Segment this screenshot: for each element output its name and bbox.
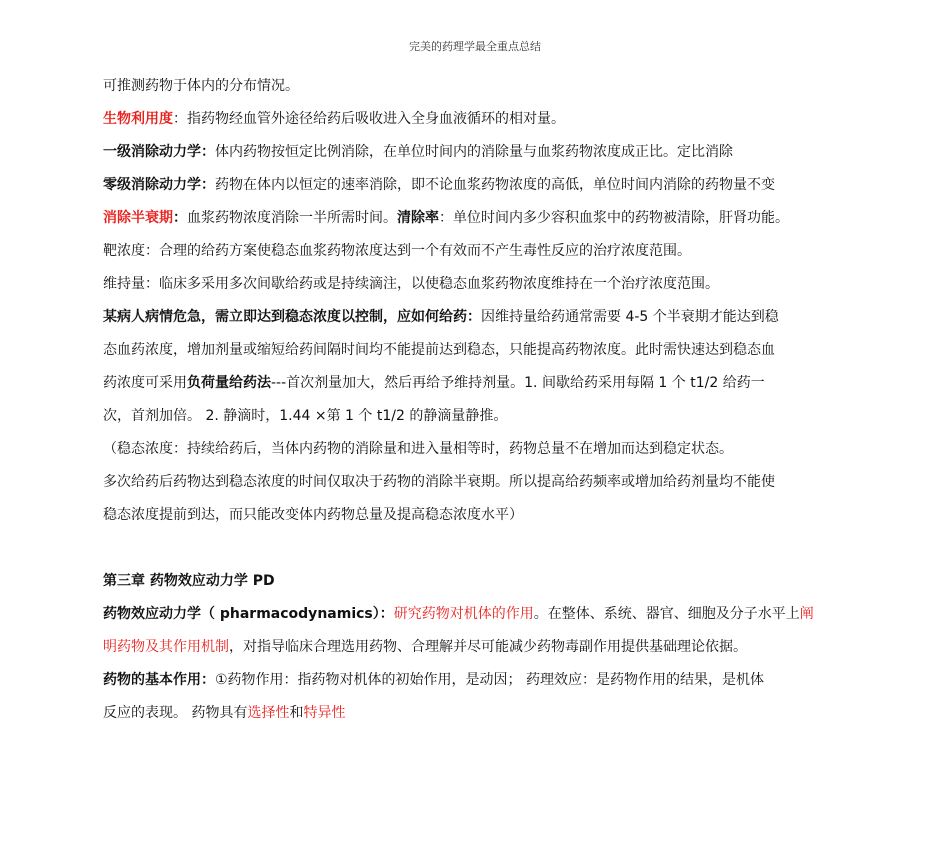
- chapter-heading: 第三章 药物效应动力学 PD: [103, 573, 275, 589]
- basic-action-definition: 药物的基本作用：①药物作用：指药物对机体的初始作用，是动因； 药理效应：是药物作用的结果，是机体: [103, 672, 764, 688]
- term-basic-action: 药物的基本作用：: [103, 672, 215, 688]
- term-bioavailability: 生物利用度: [103, 111, 173, 127]
- term-loading-dose: 负荷量给药法: [187, 375, 271, 391]
- paragraph-line: 反应的表现。 药物具有选择性和特异性: [103, 705, 346, 721]
- paragraph-line: 态血药浓度，增加剂量或缩短给药间隔时间均不能提前达到稳态，只能提高药物浓度。此时需快速达到稳态血: [103, 342, 775, 358]
- paragraph-line: 明药物及其作用机制，对指导临床合理选用药物、合理解并尽可能减少药物毒副作用提供基础理论依据。: [103, 639, 747, 655]
- term-half-life: 消除半衰期: [103, 210, 173, 226]
- term-pharmacodynamics: 药物效应动力学（ pharmacodynamics）：: [103, 606, 394, 622]
- term-clearance: 清除率: [397, 210, 439, 226]
- term-specificity: 特异性: [303, 705, 346, 721]
- zero-order-definition: 零级消除动力学：药物在体内以恒定的速率消除，即不论血浆药物浓度的高低，单位时间内消除的药物量不变: [103, 177, 775, 193]
- paragraph-line: 稳态浓度提前到达，而只能改变体内药物总量及提高稳态浓度水平）: [103, 507, 523, 523]
- steady-state-note: （稳态浓度：持续给药后，当体内药物的消除量和进入量相等时，药物总量不在增加而达到稳定状态。: [103, 441, 733, 457]
- term-selectivity: 选择性: [247, 705, 290, 721]
- paragraph-line: 药浓度可采用负荷量给药法---首次剂量加大，然后再给予维持剂量。1. 间歇给药采用每隔 1 个 t1/2 给药一: [103, 375, 765, 391]
- paragraph-line: 次，首剂加倍。 2. 静滴时，1.44 ×第 1 个 t1/2 的静滴量静推。: [103, 408, 508, 424]
- pharmacodynamics-definition: 药物效应动力学（ pharmacodynamics）：研究药物对机体的作用。在整体、系统、器官、细胞及分子水平上阐: [103, 606, 814, 622]
- document-body: [103, 70, 863, 730]
- maintenance-dose-definition: 维持量：临床多采用多次间歇给药或是持续滴注，以使稳态血浆药物浓度维持在一个治疗浓度范围。: [103, 276, 719, 292]
- target-concentration-definition: 靶浓度：合理的给药方案使稳态血浆药物浓度达到一个有效而不产生毒性反应的治疗浓度范围。: [103, 243, 691, 259]
- emergency-dosing-question: 某病人病情危急，需立即达到稳态浓度以控制，应如何给药：因维持量给药通常需要 4-5 个半衰期才能达到稳: [103, 309, 779, 325]
- first-order-definition: 一级消除动力学：体内药物按恒定比例消除，在单位时间内的消除量与血浆药物浓度成正比。定比消除: [103, 144, 733, 160]
- paragraph-line: 可推测药物于体内的分布情况。: [103, 78, 299, 94]
- paragraph-line: 多次给药后药物达到稳态浓度的时间仅取决于药物的消除半衰期。所以提高给药频率或增加给药剂量均不能使: [103, 474, 775, 490]
- bioavailability-definition: 生物利用度：指药物经血管外途径给药后吸收进入全身血液循环的相对量。: [103, 111, 565, 127]
- term-zero-order: 零级消除动力学：: [103, 177, 215, 193]
- term-first-order: 一级消除动力学：: [103, 144, 215, 160]
- term-emergency-question: 某病人病情危急，需立即达到稳态浓度以控制，应如何给药：: [103, 309, 481, 325]
- blank-line: [103, 532, 863, 565]
- half-life-definition: 消除半衰期：血浆药物浓度消除一半所需时间。清除率：单位时间内多少容积血浆中的药物被清除，肝肾功能。: [103, 210, 789, 226]
- page-header: 完美的药理学最全重点总结: [409, 40, 541, 53]
